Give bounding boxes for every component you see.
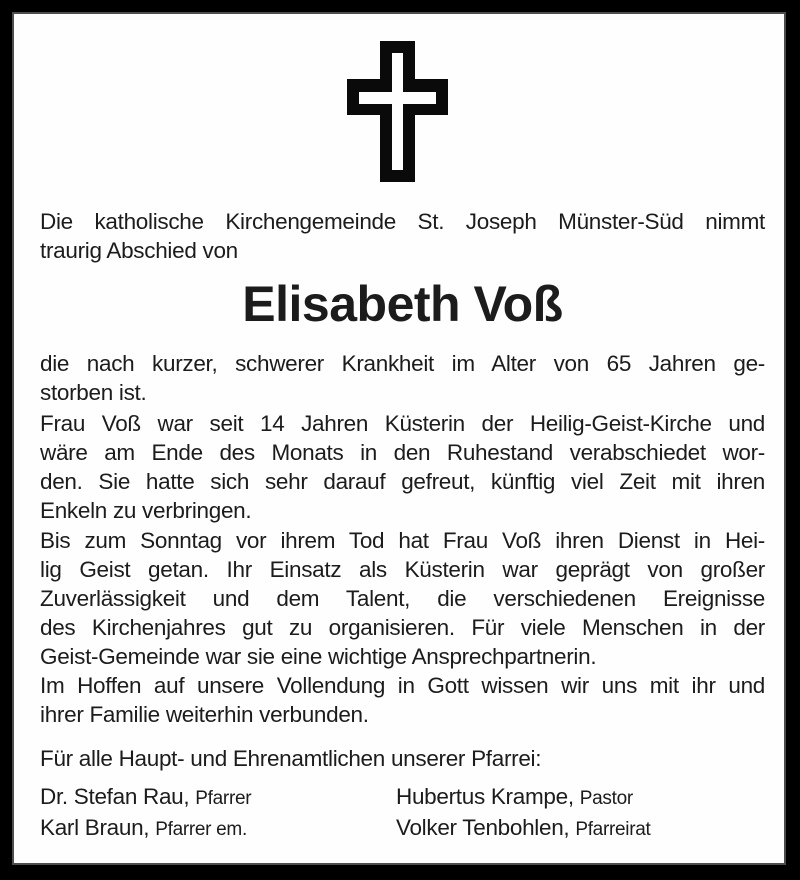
signatory-title: Pastor	[579, 788, 633, 809]
text-line: des Kirchenjahres gut zu organisieren. Für viele Menschen in der	[40, 615, 765, 640]
signatory-title: Pfarrer em.	[155, 819, 247, 840]
text-line: den. Sie hatte sich sehr darauf gefreut, künftig viel Zeit mit ihren	[40, 469, 765, 494]
text-line: Die katholische Kirchengemeinde St. Joseph Münster-Süd nimmt	[40, 209, 765, 234]
death-paragraph	[40, 349, 765, 407]
signature-row	[40, 813, 251, 844]
signature-row	[40, 782, 251, 813]
signature-row	[396, 782, 650, 813]
signatory-name: Hubertus Krampe,	[396, 784, 574, 809]
closing-line	[40, 744, 765, 773]
text-line: wäre am Ende des Monats in den Ruhestand verabschiedet wor-	[40, 440, 765, 465]
text-line: traurig Abschied von	[40, 238, 238, 263]
text-line: Bis zum Sonntag vor ihrem Tod hat Frau Voß ihren Dienst in Hei-	[40, 528, 765, 553]
signatures-right-column	[396, 782, 650, 844]
signatory-name: Karl Braun,	[40, 815, 150, 840]
signatory-title: Pfarrer	[195, 788, 252, 809]
text-line: Enkeln zu verbringen.	[40, 498, 252, 523]
signatory-name: Volker Tenbohlen,	[396, 815, 570, 840]
text-line: Im Hoffen auf unsere Vollendung in Gott wissen wir uns mit ihr und	[40, 673, 765, 698]
text-line: Geist-Gemeinde war sie eine wichtige Ansprechpartnerin.	[40, 644, 597, 669]
text-line: lig Geist getan. Ihr Einsatz als Küsterin war geprägt von großer	[40, 557, 765, 582]
deceased-name: Elisabeth Voß	[242, 276, 563, 332]
signatory-title: Pfarreirat	[575, 819, 651, 840]
signatures-left-column	[40, 782, 251, 844]
tribute-paragraph	[40, 526, 765, 671]
text-line: ihrer Familie weiterhin verbunden.	[40, 702, 369, 727]
hope-paragraph	[40, 671, 765, 729]
text-line: Zuverlässigkeit und dem Talent, die verschiedenen Ereignisse	[40, 586, 765, 611]
text-line: Frau Voß war seit 14 Jahren Küsterin der Heilig-Geist-Kirche und	[40, 411, 765, 436]
text-line: storben ist.	[40, 380, 147, 405]
text-line: Für alle Haupt- und Ehrenamtlichen unserer Pfarrei:	[40, 746, 542, 771]
intro-paragraph	[40, 207, 765, 265]
latin-cross-icon	[347, 41, 448, 182]
text-line: die nach kurzer, schwerer Krankheit im Alter von 65 Jahren ge-	[40, 351, 765, 376]
signature-row	[396, 813, 650, 844]
signatory-name: Dr. Stefan Rau,	[40, 784, 190, 809]
service-paragraph	[40, 409, 765, 525]
